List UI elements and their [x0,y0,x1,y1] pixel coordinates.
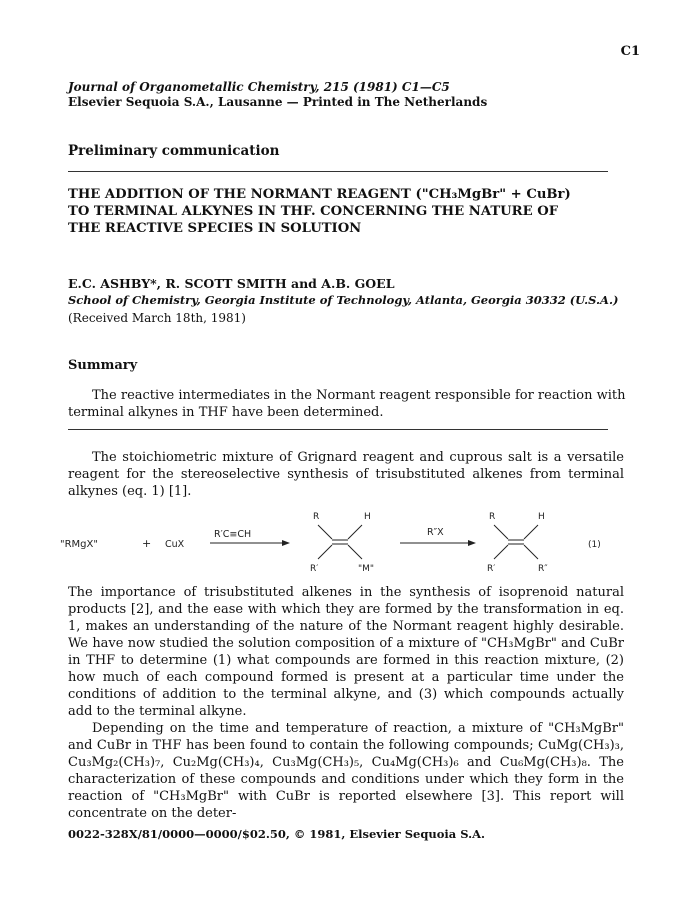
title-line-3: THE REACTIVE SPECIES IN SOLUTION [68,221,362,236]
section-label: Preliminary communication [68,143,280,159]
scheme-reagent-1: "RMgX" [60,539,98,550]
scheme-prod-bottom-left: R′ [487,564,496,574]
scheme-prod-bond-tl [494,525,508,539]
paragraph-3: Depending on the time and temperature of reaction, a mixture of "CH₃MgBr" and CuBr in THF has been found to contain the following compounds; CuMg(CH₃)₃, Cu₃Mg₂(CH₃)₇, Cu₂Mg(CH₃)₄, Cu₃Mg(CH₃)₅, Cu₄Mg(CH₃)₆ and Cu₆Mg(CH₃)₈. The characterization of these compounds and conditions under which they form in the reaction of "CH₃MgBr" with CuBr is reported elsewhere [3]. This report will concentrate on the deter- [68,721,624,821]
summary-heading: Summary [68,358,138,373]
body-text [68,584,624,822]
journal-citation [68,80,487,110]
summary-text: The reactive intermediates in the Normant reagent responsible for reaction with terminal alkynes in THF have been determined. [68,388,626,420]
summary-divider [68,429,608,430]
scheme-equation-number: (1) [588,540,601,550]
scheme-prod-top-right: H [538,512,545,522]
scheme-arrow-2-head [468,540,476,546]
scheme-plus: + [142,537,152,550]
scheme-int-bond-bl [318,545,332,559]
received-date: (Received March 18th, 1981) [68,311,246,325]
scheme-int-bottom-left: R′ [310,564,319,574]
scheme-arrow-2-label: R″X [427,527,444,538]
title-line-2: TO TERMINAL ALKYNES IN THF. CONCERNING THE NATURE OF [68,204,559,219]
article-title [68,186,628,237]
scheme-arrow-1-label: R′C≡CH [214,529,252,540]
journal-line-1: Journal of Organometallic Chemistry, 215 (1981) C1—C5 [68,80,450,94]
scheme-int-bond-tr [348,525,362,539]
scheme-reagent-2: CuX [165,539,185,550]
journal-line-2: Elsevier Sequoia S.A., Lausanne — Printed in The Netherlands [68,95,488,109]
page-number: C1 [620,44,640,59]
affiliation: School of Chemistry, Georgia Institute of Technology, Atlanta, Georgia 30332 (U.S.A.) [68,293,619,307]
scheme-prod-bond-bl [494,545,508,559]
footer-copyright: 0022-328X/81/0000—0000/$02.50, © 1981, Elsevier Sequoia S.A. [68,827,486,841]
scheme-prod-bond-tr [524,525,538,539]
scheme-int-bottom-right: "M" [358,564,375,574]
authors: E.C. ASHBY*, R. SCOTT SMITH and A.B. GOEL [68,276,395,291]
title-line-1: THE ADDITION OF THE NORMANT REAGENT ("CH₃MgBr" + CuBr) [68,187,571,202]
scheme-int-bond-tl [318,525,332,539]
top-divider [68,171,608,172]
scheme-int-top-left: R [313,512,320,522]
scheme-arrow-1-head [282,540,290,546]
scheme-prod-top-left: R [489,512,496,522]
paragraph-2: The importance of trisubstituted alkenes in the synthesis of isoprenoid natural products [2], and the ease with which they are formed by the transformation in eq. 1, makes an understanding of the nature of the Normant reagent highly desirable. We have now studied the solution composition of a mixture of "CH₃MgBr" and CuBr in THF to determine (1) what compounds are formed in this reaction mixture, (2) how much of each compound formed is present at a particular time under the conditions of addition to the terminal alkyne, and (3) which compounds actually add to the terminal alkyne. [68,585,624,719]
reaction-scheme [60,503,620,583]
scheme-int-bond-br [348,545,362,559]
scheme-prod-bottom-right: R″ [538,564,548,574]
scheme-prod-bond-br [524,545,538,559]
paragraph-1: The stoichiometric mixture of Grignard reagent and cuprous salt is a versatile reagent for the stereoselective synthesis of trisubstituted alkenes from terminal alkynes (eq. 1) [1]. [68,450,624,499]
scheme-int-top-right: H [364,512,371,522]
